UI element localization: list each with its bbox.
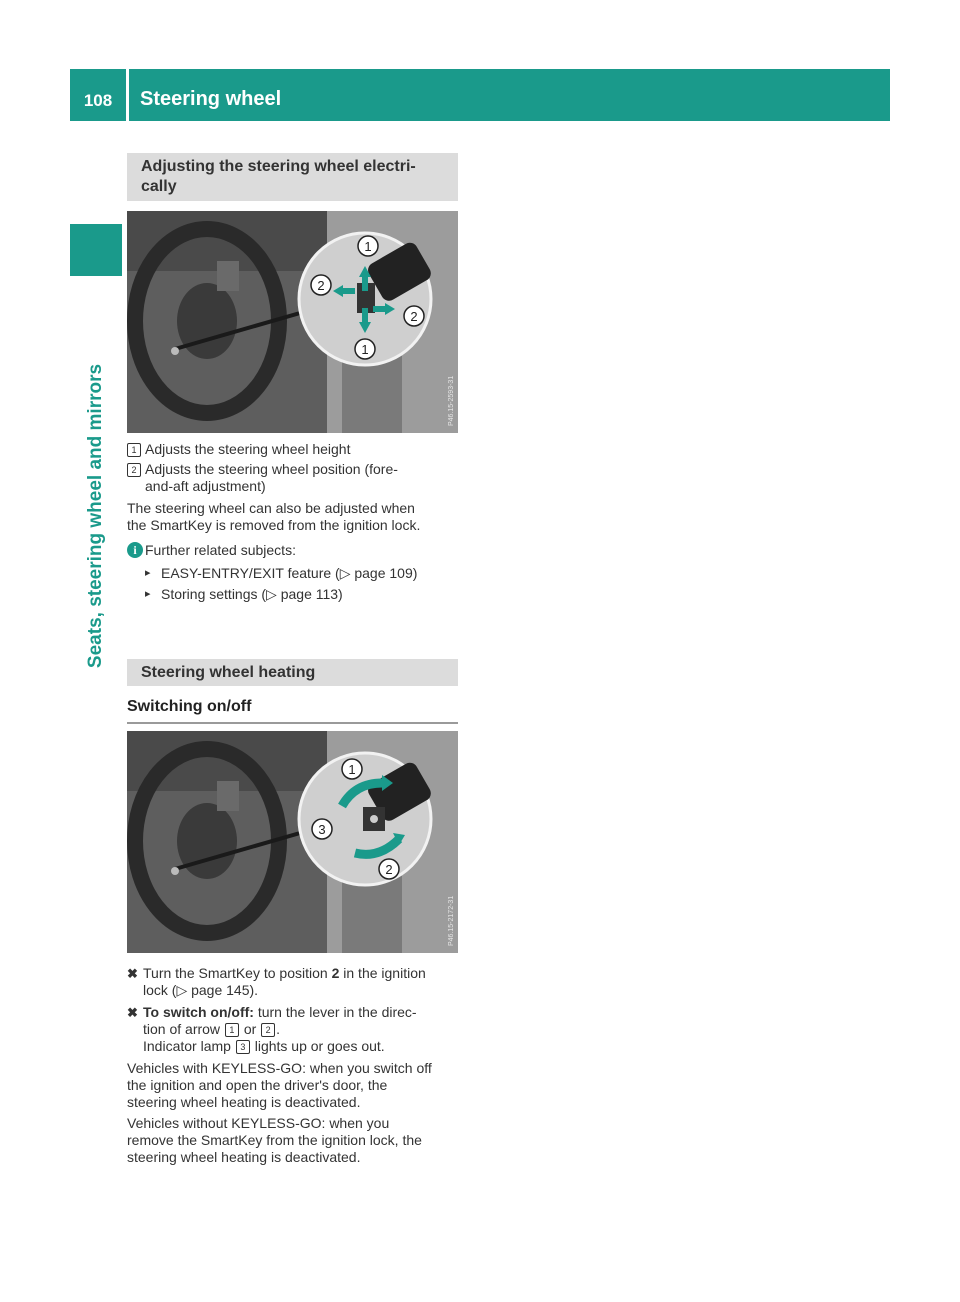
step2-text-3a: Indicator lamp <box>143 1038 235 1054</box>
step-arrow-icon: ✖ <box>127 1005 138 1020</box>
page-number: 108 <box>83 91 113 110</box>
section-heading-heating: Steering wheel heating <box>127 659 458 686</box>
legend-item-1 <box>127 441 458 458</box>
subheading-switching: Switching on/off <box>127 698 458 724</box>
svg-text:1: 1 <box>364 239 372 254</box>
steering-adjust-figure <box>127 211 458 433</box>
figure-code: P46.15-2172-31 <box>448 895 455 946</box>
chapter-side-label-text: Seats, steering wheel and mirrors <box>85 363 106 669</box>
legend-number-2: 2 <box>127 463 141 477</box>
steering-heating-figure <box>127 731 458 953</box>
step2-text-1: turn the lever in the direc- <box>253 1004 417 1020</box>
related-link-storing-settings-text: Storing settings (▷ page 113) <box>161 586 343 602</box>
step2-text-3b: lights up or goes out. <box>250 1038 385 1054</box>
section-heading-line1: Adjusting the steering wheel electri- <box>141 158 416 175</box>
paragraph-line: Vehicles with KEYLESS-GO: when you switch off <box>127 1060 432 1076</box>
callout-1 <box>342 759 362 779</box>
step1-text-a: Turn the SmartKey to position <box>143 965 332 981</box>
paragraph-smartkey-removed <box>127 500 458 534</box>
step-turn-smartkey <box>127 965 458 999</box>
inline-number-1: 1 <box>225 1023 239 1037</box>
legend-number-1: 1 <box>127 443 141 457</box>
svg-text:2: 2 <box>385 862 393 877</box>
svg-text:1: 1 <box>361 342 369 357</box>
svg-text:2: 2 <box>410 309 418 324</box>
svg-text:1: 1 <box>348 762 356 777</box>
callout-1-top <box>358 236 378 256</box>
step1-position: 2 <box>331 965 340 981</box>
paragraph-keyless-go <box>127 1060 458 1111</box>
paragraph-line1: The steering wheel can also be adjusted when <box>127 500 415 516</box>
info-label: Further related subjects: <box>145 542 296 558</box>
info-icon: i <box>127 542 143 558</box>
callout-2-right <box>404 306 424 326</box>
paragraph-line: steering wheel heating is deactivated. <box>127 1094 361 1110</box>
step-arrow-icon: ✖ <box>127 966 138 981</box>
header-divider <box>126 69 129 121</box>
chapter-tab-marker <box>70 224 122 276</box>
inline-number-2: 2 <box>261 1023 275 1037</box>
step2-bold-label: To switch on/off: <box>143 1004 254 1020</box>
paragraph-line: Vehicles without KEYLESS-GO: when you <box>127 1115 390 1131</box>
step1-page-ref[interactable]: lock (▷ page 145). <box>143 982 259 998</box>
step2-text-end: . <box>276 1021 281 1037</box>
callout-2 <box>379 859 399 879</box>
paragraph-line: the ignition and open the driver's door, the <box>127 1077 388 1093</box>
related-link-easy-entry[interactable] <box>127 565 458 582</box>
step2-text-or: or <box>239 1021 261 1037</box>
step2-text-2a: tion of arrow <box>143 1021 224 1037</box>
section-heading-line2: cally <box>141 178 177 195</box>
related-link-storing-settings[interactable] <box>127 586 458 603</box>
paragraph-without-keyless-go <box>127 1115 458 1166</box>
inline-number-3: 3 <box>236 1040 250 1054</box>
legend-text-2-line2: and-aft adjustment) <box>145 478 266 494</box>
figure-code: P46.15-2593-31 <box>448 375 455 426</box>
step-switch-on-off <box>127 1004 458 1055</box>
svg-text:2: 2 <box>317 278 325 293</box>
svg-text:3: 3 <box>318 822 326 837</box>
paragraph-line: remove the SmartKey from the ignition lock, the <box>127 1132 422 1148</box>
page-title: Steering wheel <box>140 88 282 110</box>
step1-text-b: in the ignition <box>339 965 426 981</box>
legend-text-1: Adjusts the steering wheel height <box>145 441 351 457</box>
chapter-side-label <box>72 286 120 746</box>
legend-text-2-line1: Adjusts the steering wheel position (fore- <box>145 461 398 477</box>
paragraph-line2: the SmartKey is removed from the ignition lock. <box>127 517 421 533</box>
callout-3 <box>312 819 332 839</box>
callout-2-left <box>311 275 331 295</box>
info-note <box>127 542 458 559</box>
section-heading-electric-adjust <box>127 153 458 201</box>
paragraph-line: steering wheel heating is deactivated. <box>127 1149 361 1165</box>
related-link-easy-entry-text: EASY-ENTRY/EXIT feature (▷ page 109) <box>161 565 418 581</box>
callout-1-bottom <box>355 339 375 359</box>
legend-item-2 <box>127 461 458 495</box>
